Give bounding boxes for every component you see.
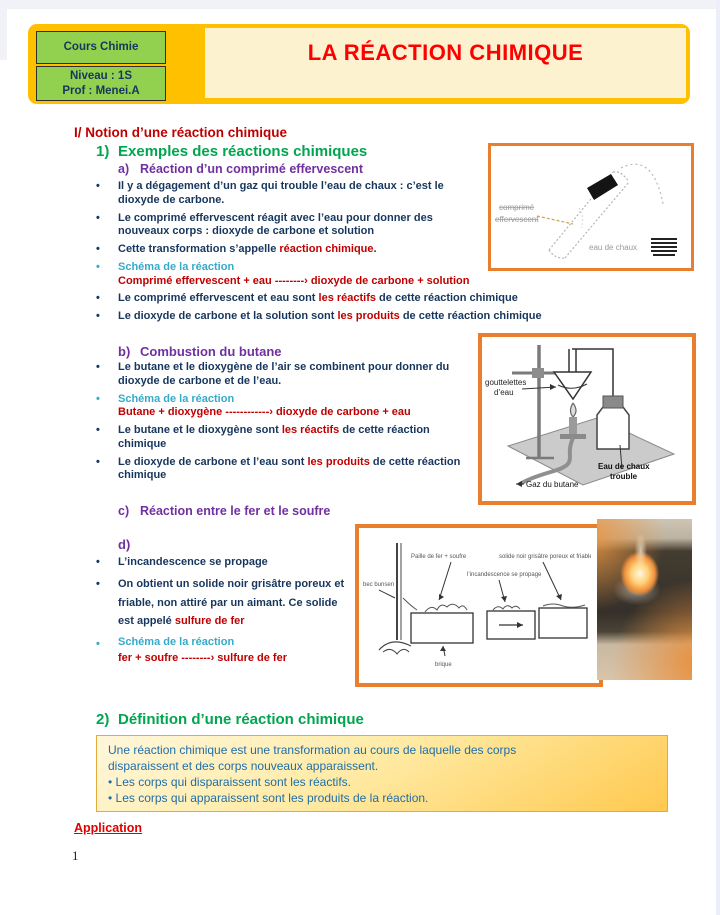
text-segment: Cette transformation s’appelle [118, 243, 280, 255]
highlight-red: les produits [337, 310, 400, 322]
heading-d-number: d) [118, 537, 131, 552]
label-comprime: comprimé [499, 203, 535, 212]
bullet-icon: • [96, 424, 100, 436]
list-item [96, 310, 656, 324]
text-segment: . [373, 243, 377, 255]
bullet-text [118, 575, 354, 630]
figure-fer-soufre [355, 524, 603, 687]
list-item-schema [96, 635, 354, 667]
definition-line: • Les corps qui disparaissent sont les réactifs. [108, 774, 351, 789]
label-eau-de-chaux-trouble-2: trouble [610, 472, 638, 481]
reaction-equation: Butane + dioxygène ------------› dioxyde de carbone + eau [118, 406, 411, 419]
bullet-text: Le butane et le dioxygène de l’air se combinent pour donner du dioxyde de carbone et de l’eau. [118, 361, 450, 387]
list-item [96, 424, 526, 452]
label-bec-bunsen: bec bunsen [363, 582, 395, 588]
text-segment: de cette réaction chimique [118, 424, 430, 450]
title-box [205, 28, 686, 98]
definition-line: • Les corps qui apparaissent sont les produits de la réaction. [108, 790, 429, 805]
heading-c-number: c) [118, 504, 130, 518]
page-edge-right [716, 0, 720, 915]
definition-text [97, 736, 568, 807]
text-segment: Le dioxyde de carbone et la solution sont [118, 310, 338, 322]
bullet-text: L’incandescence se propage [118, 556, 268, 568]
heading-a [118, 162, 363, 176]
bullet-text [118, 243, 377, 257]
highlight-red: les réactifs [318, 292, 376, 305]
bullet-icon: • [96, 455, 100, 468]
bullet-icon: • [96, 578, 100, 591]
header-banner [28, 24, 690, 104]
schema-label: Schéma de la réaction [118, 392, 235, 405]
heading-a-number: a) [118, 162, 130, 176]
bullet-icon: • [96, 292, 100, 305]
course-label-box [36, 31, 166, 64]
label-paille-fer-soufre: Paille de fer + soufre [411, 554, 467, 560]
heading-a-title: Réaction d’un comprimé effervescent [140, 162, 363, 176]
bullet-text [118, 310, 542, 324]
page-edge-top [0, 0, 720, 9]
label-solide-noir: solide noir grisâtre poreux et friable [499, 554, 591, 560]
level-line: Niveau : 1S [70, 69, 132, 82]
section-1-heading: I/ Notion d’une réaction chimique [74, 125, 288, 140]
bullet-icon: • [96, 211, 100, 224]
reaction-equation: fer + soufre --------› sulfure de fer [118, 651, 287, 664]
page-number: 1 [72, 848, 79, 863]
bullet-list-b [96, 361, 526, 483]
bullet-icon: • [96, 260, 100, 273]
text-segment: Le dioxyde de carbone et l’eau sont [118, 455, 308, 468]
heading-b [118, 344, 282, 359]
subsection-1-heading [96, 143, 367, 160]
bullet-icon: • [96, 243, 100, 255]
fer-soufre-sketch [359, 528, 591, 675]
flame-icon [571, 403, 577, 417]
heading-b-title: Combustion du butane [140, 344, 282, 359]
bullet-list-d [96, 553, 354, 667]
label-incandescence: l’incandescence se propage [467, 572, 542, 578]
definition-line: Une réaction chimique est une transformation au cours de laquelle des corps disparaissent et des corps nouveaux apparaissent. [108, 743, 517, 773]
schema-block [118, 261, 469, 289]
reaction-equation: Comprimé effervescent + eau --------› dioxyde de carbone + solution [118, 274, 470, 287]
photo-incandescence [597, 519, 692, 680]
bullet-text [118, 424, 478, 452]
definition-box [96, 735, 668, 812]
schema-block [118, 393, 411, 421]
label-effervescent: effervescent [495, 215, 539, 224]
list-item [96, 292, 656, 306]
barcode-mark [651, 238, 677, 256]
highlight-red: les produits [307, 455, 370, 468]
heading-d [118, 537, 140, 552]
subsection-2-heading [96, 711, 364, 728]
page-title: LA RÉACTION CHIMIQUE [307, 40, 584, 65]
label-gouttelettes: gouttelettes [485, 378, 527, 387]
course-label: Cours Chimie [63, 41, 139, 54]
bullet-icon: • [96, 392, 100, 405]
list-item [96, 456, 526, 484]
bullet-icon: • [96, 180, 100, 192]
level-box [36, 66, 166, 101]
schema-label: Schéma de la réaction [118, 635, 235, 648]
heading-c-title: Réaction entre le fer et le soufre [140, 504, 331, 518]
label-eau-de-chaux-trouble-1: Eau de chaux [598, 462, 650, 471]
figure-effervescent [488, 143, 694, 271]
text-segment: de cette réaction chimique [376, 292, 518, 305]
list-item [96, 553, 354, 571]
heading-b-number: b) [118, 344, 131, 359]
heading-c [118, 504, 330, 518]
subsection-1-number: 1) [96, 143, 110, 160]
bullet-icon: • [96, 361, 100, 373]
prof-line: Prof : Menei.A [62, 84, 140, 97]
highlight-red: les réactifs [281, 424, 340, 436]
list-item [96, 361, 526, 389]
bullet-icon: • [96, 310, 100, 322]
highlight-red: sulfure de fer [174, 615, 245, 628]
butane-setup-sketch [482, 337, 684, 493]
text-segment: On obtient un solide noir grisâtre poreux et friable, non attiré par un aimant. Ce solide est appelé [118, 578, 345, 628]
list-item-schema [96, 393, 526, 421]
bullet-icon: • [96, 556, 100, 568]
text-segment: de cette réaction chimique [399, 310, 542, 322]
schema-block [118, 635, 287, 667]
label-brique: brique [435, 662, 452, 668]
text-segment: Le comprimé effervescent et eau sont [118, 292, 319, 305]
text-segment: de cette réaction chimique [118, 455, 461, 482]
subsection-2-number: 2) [96, 711, 110, 728]
text-segment: Le butane et le dioxygène sont [118, 424, 282, 436]
bullet-text [118, 292, 518, 306]
label-deau: d’eau [494, 388, 514, 397]
bullet-icon: • [96, 637, 100, 650]
tablet-shape [587, 174, 618, 200]
list-item [96, 575, 354, 630]
application-link[interactable]: Application [74, 821, 143, 835]
bullet-text: Le comprimé effervescent réagit avec l’eau pour donner des nouveaux corps : dioxyde de carbone et solution [118, 211, 433, 238]
figure-butane [478, 333, 696, 505]
bullet-text [118, 456, 478, 484]
subsection-1-title: Exemples des réactions chimiques [118, 143, 368, 160]
label-gaz-butane: Gaz du butane [526, 480, 579, 489]
highlight-red: réaction chimique [279, 243, 374, 255]
subsection-2-title: Définition d’une réaction chimique [118, 711, 364, 728]
effervescent-tablet-sketch [491, 146, 691, 262]
label-eau-de-chaux: eau de chaux [589, 243, 638, 252]
bottle-shape [597, 407, 629, 449]
schema-label: Schéma de la réaction [118, 260, 235, 273]
page-edge-left [0, 0, 7, 60]
bullet-text: Il y a dégagement d’un gaz qui trouble l’eau de chaux : c’est le dioxyde de carbone. [118, 180, 444, 206]
